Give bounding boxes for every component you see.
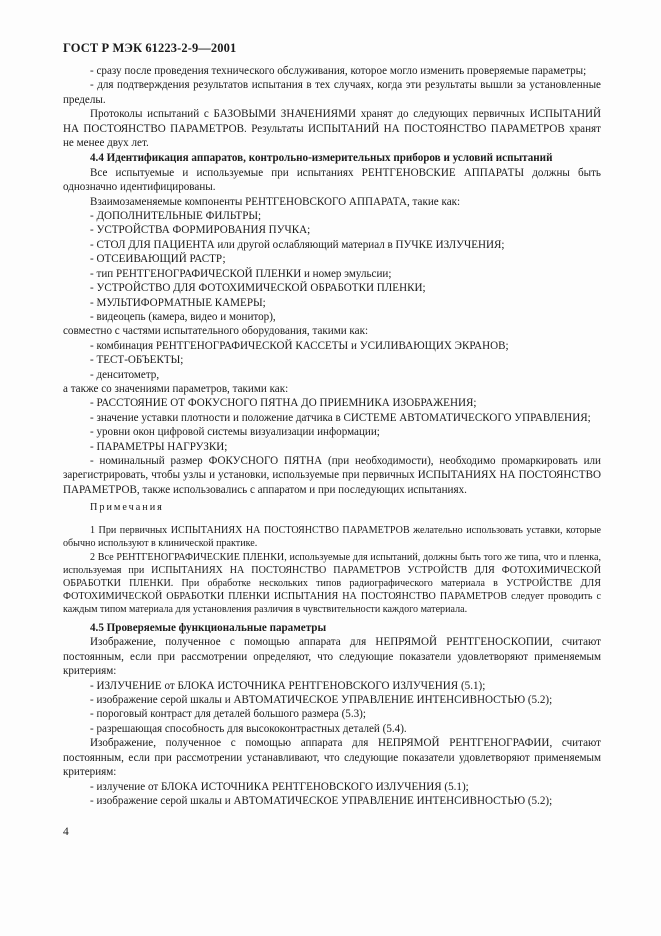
section-heading: 4.5 Проверяемые функциональные параметры — [90, 622, 327, 635]
notes-heading: Примечания — [90, 502, 164, 514]
paragraph: - для подтверждения результатов испытания в тех случаях, когда эти результаты вышли за установленные пределы. — [63, 79, 601, 106]
page-number: 4 — [63, 826, 69, 838]
paragraph: а также со значениями параметров, такими как: — [63, 382, 289, 395]
list-item: - номинальный размер ФОКУСНОГО ПЯТНА (при необходимости), необходимо промаркировать или зарегистрировать, чтобы узлы и установки, используемые при первичных ИСПЫТАНИЯХ НА ПОСТОЯНСТВО ПАРАМЕТРОВ, также использовались с аппаратом и при последующих испытаниях. — [63, 454, 601, 496]
list-item: - значение уставки плотности и положение датчика в СИСТЕМЕ АВТОМАТИЧЕСКОГО УПРАВЛЕНИЯ; — [90, 411, 591, 424]
list-item: - МУЛЬТИФОРМАТНЫЕ КАМЕРЫ; — [90, 296, 266, 309]
list-item: - видеоцепь (камера, видео и монитор), — [90, 310, 276, 323]
list-item: - РАССТОЯНИЕ ОТ ФОКУСНОГО ПЯТНА ДО ПРИЕМНИКА ИЗОБРАЖЕНИЯ; — [90, 397, 477, 410]
paragraph: - сразу после проведения технического обслуживания, которое могло изменить проверяемые параметры; — [90, 65, 587, 77]
list-item: - изображение серой шкалы и АВТОМАТИЧЕСКОЕ УПРАВЛЕНИЕ ИНТЕНСИВНОСТЬЮ (5.2); — [90, 694, 553, 707]
list-item: - ОТСЕИВАЮЩИЙ РАСТР; — [90, 253, 226, 266]
list-item: - пороговый контраст для деталей большого размера (5.3); — [90, 708, 366, 721]
paragraph: Изображение, полученное с помощью аппарата для НЕПРЯМОЙ РЕНТГЕНОСКОПИИ, считают постоянным, если при рассмотрении определяют, что следующие показатели удовлетворяют применяемым критериям: — [63, 636, 601, 678]
list-item: - ПАРАМЕТРЫ НАГРУЗКИ; — [90, 440, 228, 453]
document-body — [63, 64, 601, 808]
list-item: - ТЕСТ-ОБЪЕКТЫ; — [90, 354, 184, 367]
list-item: - уровни окон цифровой системы визуализации информации; — [90, 426, 380, 439]
list-item: - тип РЕНТГЕНОГРАФИЧЕСКОЙ ПЛЕНКИ и номер эмульсии; — [90, 267, 392, 280]
paragraph: Изображение, полученное с помощью аппарата для НЕПРЯМОЙ РЕНТГЕНОГРАФИИ, считают постоянным, если при рассмотрении устанавливают, что следующие показатели удовлетворяют применяемым критериям: — [63, 737, 601, 779]
section-heading: 4.4 Идентификация аппаратов, контрольно-измерительных приборов и условий испытаний — [90, 152, 553, 165]
list-item: - ДОПОЛНИТЕЛЬНЫЕ ФИЛЬТРЫ; — [90, 210, 262, 223]
list-item: - УСТРОЙСТВО ДЛЯ ФОТОХИМИЧЕСКОЙ ОБРАБОТКИ ПЛЕНКИ; — [90, 282, 426, 295]
note-item: 2 Все РЕНТГЕНОГРАФИЧЕСКИЕ ПЛЕНКИ, используемые для испытаний, должны быть того же типа, что и пленка, используемая при ИСПЫТАНИЯХ НА ПОСТОЯНСТВО ПАРАМЕТРОВ УСТРОЙСТВ ДЛЯ ФОТОХИМИЧЕСКОЙ ОБРАБОТКИ ПЛЕНКИ. При обработке нескольких типов радиографического материала в УСТРОЙСТВЕ ДЛЯ ФОТОХИМИЧЕСКОЙ ОБРАБОТКИ ПЛЕНКИ ИСПЫТАНИЯ НА ПОСТОЯНСТВО ПАРАМЕТРОВ следует проводить с каждым типом материала для установления различия в чувствительности каждого материала. — [63, 551, 601, 615]
list-item: - ИЗЛУЧЕНИЕ от БЛОКА ИСТОЧНИКА РЕНТГЕНОВСКОГО ИЗЛУЧЕНИЯ (5.1); — [90, 679, 486, 692]
list-item: - УСТРОЙСТВА ФОРМИРОВАНИЯ ПУЧКА; — [90, 224, 311, 237]
paragraph: Протоколы испытаний с БАЗОВЫМИ ЗНАЧЕНИЯМИ хранят до следующих первичных ИСПЫТАНИЙ НА ПОСТОЯНСТВО ПАРАМЕТРОВ. Результаты ИСПЫТАНИЙ НА ПОСТОЯНСТВО ПАРАМЕТРОВ хранят не менее двух лет. — [63, 108, 601, 150]
paragraph: Все испытуемые и используемые при испытаниях РЕНТГЕНОВСКИЕ АППАРАТЫ должны быть однозначно идентифицированы. — [63, 166, 601, 194]
list-item: - денситометр, — [90, 368, 160, 381]
paragraph: Взаимозаменяемые компоненты РЕНТГЕНОВСКОГО АППАРАТА, такие как: — [90, 195, 461, 208]
list-item: - СТОЛ ДЛЯ ПАЦИЕНТА или другой ослабляющий материал в ПУЧКЕ ИЗЛУЧЕНИЯ; — [90, 238, 505, 251]
paragraph: совместно с частями испытательного оборудования, такими как: — [63, 325, 369, 338]
document-header: ГОСТ Р МЭК 61223-2-9—2001 — [63, 41, 237, 55]
list-item: - излучение от БЛОКА ИСТОЧНИКА РЕНТГЕНОВСКОГО ИЗЛУЧЕНИЯ (5.1); — [90, 780, 469, 793]
list-item: - комбинация РЕНТГЕНОГРАФИЧЕСКОЙ КАССЕТЫ и УСИЛИВАЮЩИХ ЭКРАНОВ; — [90, 339, 509, 352]
list-item: - изображение серой шкалы и АВТОМАТИЧЕСКОЕ УПРАВЛЕНИЕ ИНТЕНСИВНОСТЬЮ (5.2); — [90, 794, 553, 807]
note-item: 1 При первичных ИСПЫТАНИЯХ НА ПОСТОЯНСТВО ПАРАМЕТРОВ желательно использовать уставки, которые обычно используют в клинической практике. — [63, 525, 601, 550]
list-item: - разрешающая способность для высококонтрастных деталей (5.4). — [90, 722, 407, 735]
